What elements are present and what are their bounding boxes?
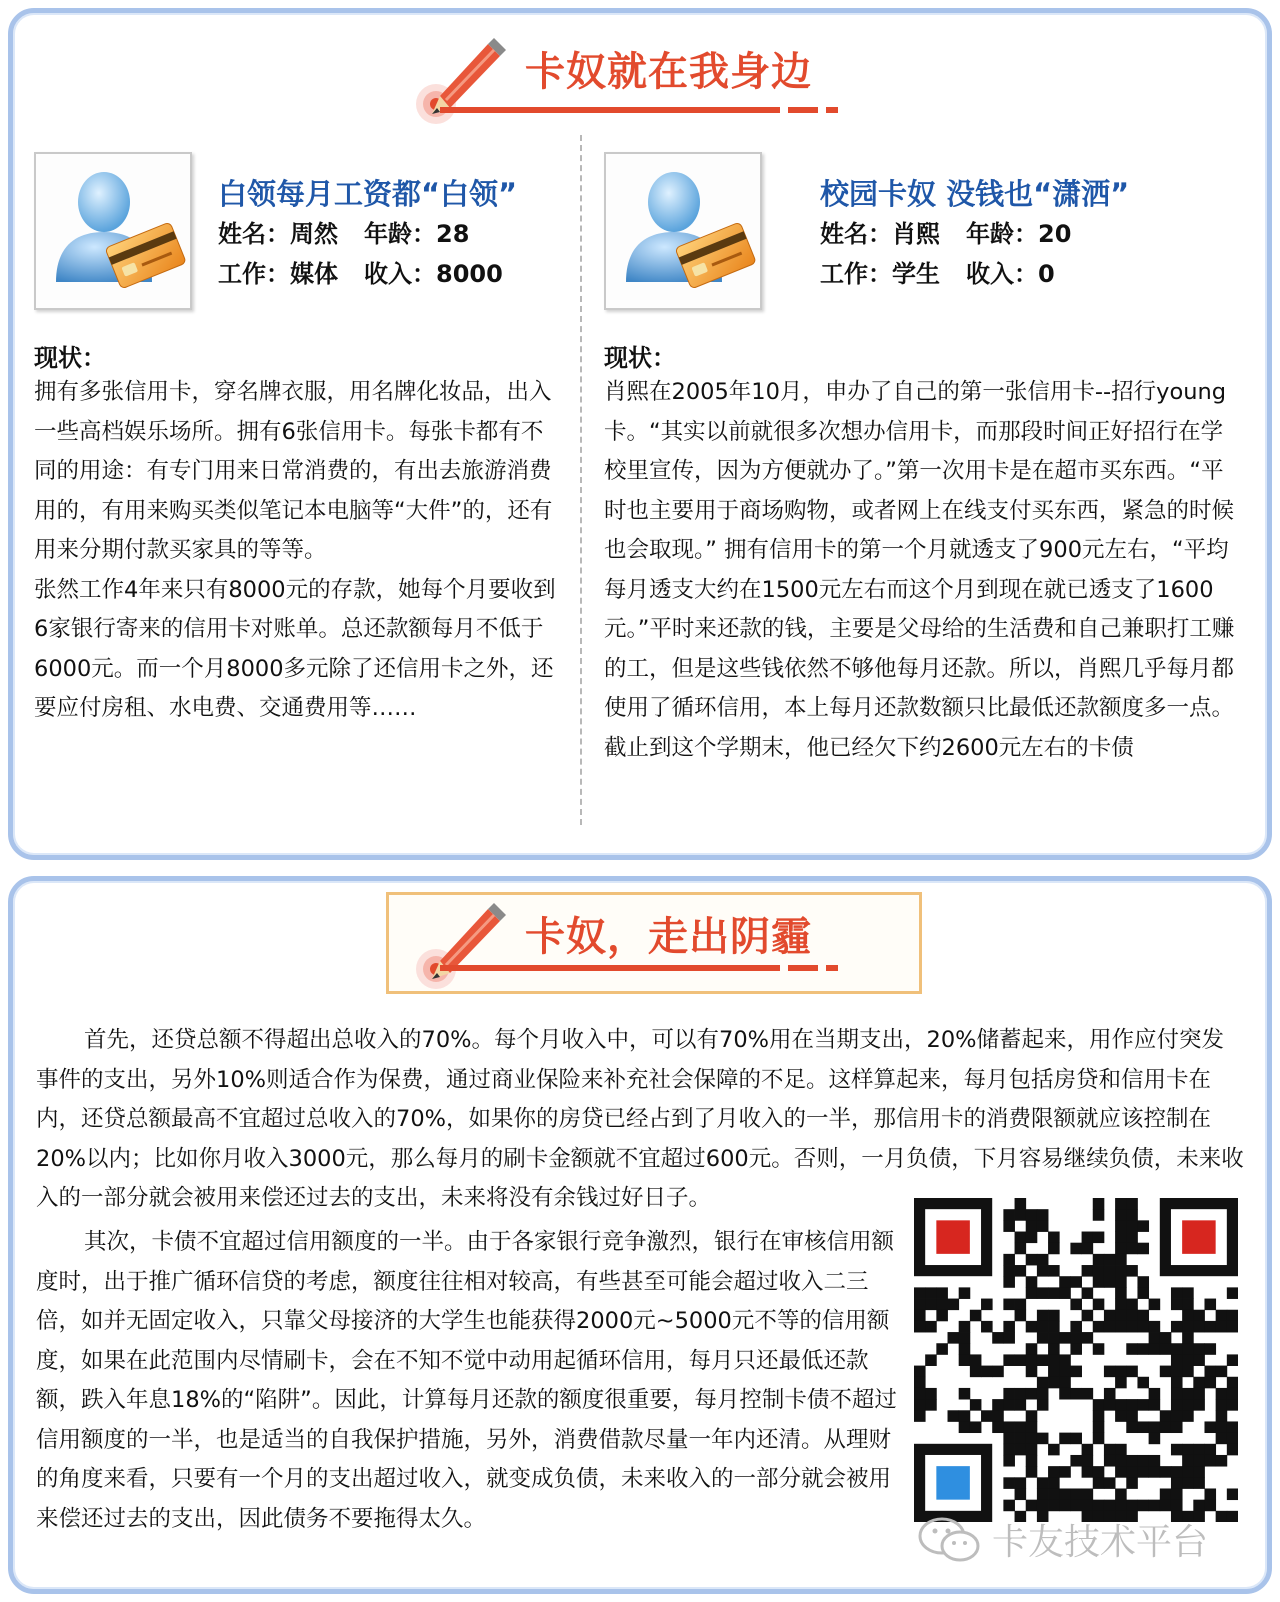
- heading-underline-dash: [788, 107, 818, 113]
- heading-underline: [440, 965, 780, 971]
- left-job: 工作：媒体: [218, 260, 338, 288]
- right-avatar: [604, 152, 762, 310]
- left-name: 姓名：周然: [218, 220, 338, 248]
- heading-underline: [440, 107, 780, 113]
- right-profile-name-age: [820, 214, 1071, 249]
- heading-underline-dash: [788, 965, 818, 971]
- qr-code-icon[interactable]: [914, 1198, 1238, 1522]
- heading-underline-dot: [826, 965, 838, 971]
- right-status-body: 肖熙在2005年10月，申办了自己的第一张信用卡--招行young卡。“其实以前就很多次想办信用卡，而那段时间正好招行在学校里宣传，因为方便就办了。”第一次用卡是在超市买东西。“平时也主要用于商场购物，或者网上在线支付买东西，紧急的时候也会取现。” 拥有信用卡的第一个月就透支了900元左右，“平均每月透支大约在1500元左右而这个月到现在就已透支了1600元。”平时来还款的钱，主要是父母给的生活费和自己兼职打工赚的工，但是这些钱依然不够他每月还款。所以，肖熙几乎每月都使用了循环信用，本上每月还款数额只比最低还款额度多一点。截止到这个学期末，他已经欠下约2600元左右的卡债: [604, 379, 1235, 761]
- pencil-icon: [410, 895, 520, 995]
- top-heading-title: 卡奴就在我身边: [525, 49, 812, 95]
- left-profile-title: 白领每月工资都“白领”: [218, 177, 518, 211]
- left-profile-job-income: [218, 254, 503, 289]
- right-name: 姓名：肖熙: [820, 220, 940, 248]
- left-avatar: [34, 152, 192, 310]
- column-divider: [580, 135, 582, 825]
- left-profile-name-age: [218, 214, 469, 249]
- heading-underline-dot: [826, 107, 838, 113]
- left-status-paragraph: 张然工作4年来只有8000元的存款，她每个月要收到6家银行寄来的信用卡对账单。总还款额每月不低于6000元。而一个月8000多元除了还信用卡之外，还要应付房租、水电费、交通费用等……: [34, 576, 556, 721]
- pencil-icon: [410, 30, 520, 130]
- right-profile-job-income: [820, 254, 1055, 289]
- bottom-heading-banner: [410, 895, 910, 995]
- advice-paragraph-1: 首先，还贷总额不得超出总收入的70%。每个月收入中，可以有70%用在当期支出，20%储蓄起来，用作应付突发事件的支出，另外10%则适合作为保费，通过商业保险来补充社会保障的不足。这样算起来，每月包括房贷和信用卡在内，还贷总额最高不宜超过总收入的70%，如果你的房贷已经占到了月收入的一半，那信用卡的消费限额就应该控制在20%以内；比如你月收入3000元，那么每月的刷卡金额就不宜超过600元。否则，一月负债，下月容易继续负债，未来收入的一部分就会被用来偿还过去的支出，未来将没有余钱过好日子。: [36, 1027, 1244, 1211]
- top-heading-banner: [410, 30, 870, 140]
- right-profile-title: 校园卡奴 没钱也“潇洒”: [820, 177, 1130, 211]
- bottom-heading-title: 卡奴，走出阴霾: [525, 914, 812, 960]
- left-status-paragraph: 拥有多张信用卡，穿名牌衣服，用名牌化妆品，出入一些高档娱乐场所。拥有6张信用卡。每张卡都有不同的用途：有专门用来日常消费的，有出去旅游消费用的，有用来购买类似笔记本电脑等“大件”的，还有用来分期付款买家具的等等。: [34, 379, 553, 563]
- right-income: 收入：0: [966, 260, 1055, 288]
- left-age: 年龄：28: [364, 220, 470, 248]
- right-job: 工作：学生: [820, 260, 940, 288]
- left-status-body: [34, 373, 562, 729]
- advice-paragraph-2: 其次，卡债不宜超过信用额度的一半。由于各家银行竞争激烈，银行在审核信用额度时，出于推广循环信贷的考虑，额度往往相对较高，有些甚至可能会超过收入二三倍，如并无固定收入，只靠父母接济的大学生也能获得2000元~5000元不等的信用额度，如果在此范围内尽情刷卡，会在不知不觉中动用起循环信用，每月只还最低还款额，跌入年息18%的“陷阱”。因此，计算每月还款的额度很重要，每月控制卡债不超过信用额度的一半，也是适当的自我保护措施，另外，消费借款尽量一年内还清。从理财的角度来看，只要有一个月的支出超过收入，就变成负债，未来收入的一部分就会被用来偿还过去的支出，因此债务不要拖得太久。: [36, 1229, 897, 1532]
- right-age: 年龄：20: [966, 220, 1072, 248]
- watermark-text: 卡友技术平台: [992, 1522, 1209, 1563]
- user-card-icon: [36, 154, 190, 308]
- left-income: 收入：8000: [364, 260, 503, 288]
- right-status-label: 现状：: [604, 344, 676, 372]
- user-card-icon: [606, 154, 760, 308]
- wechat-icon: [918, 1516, 982, 1564]
- left-status-label: 现状：: [34, 344, 106, 372]
